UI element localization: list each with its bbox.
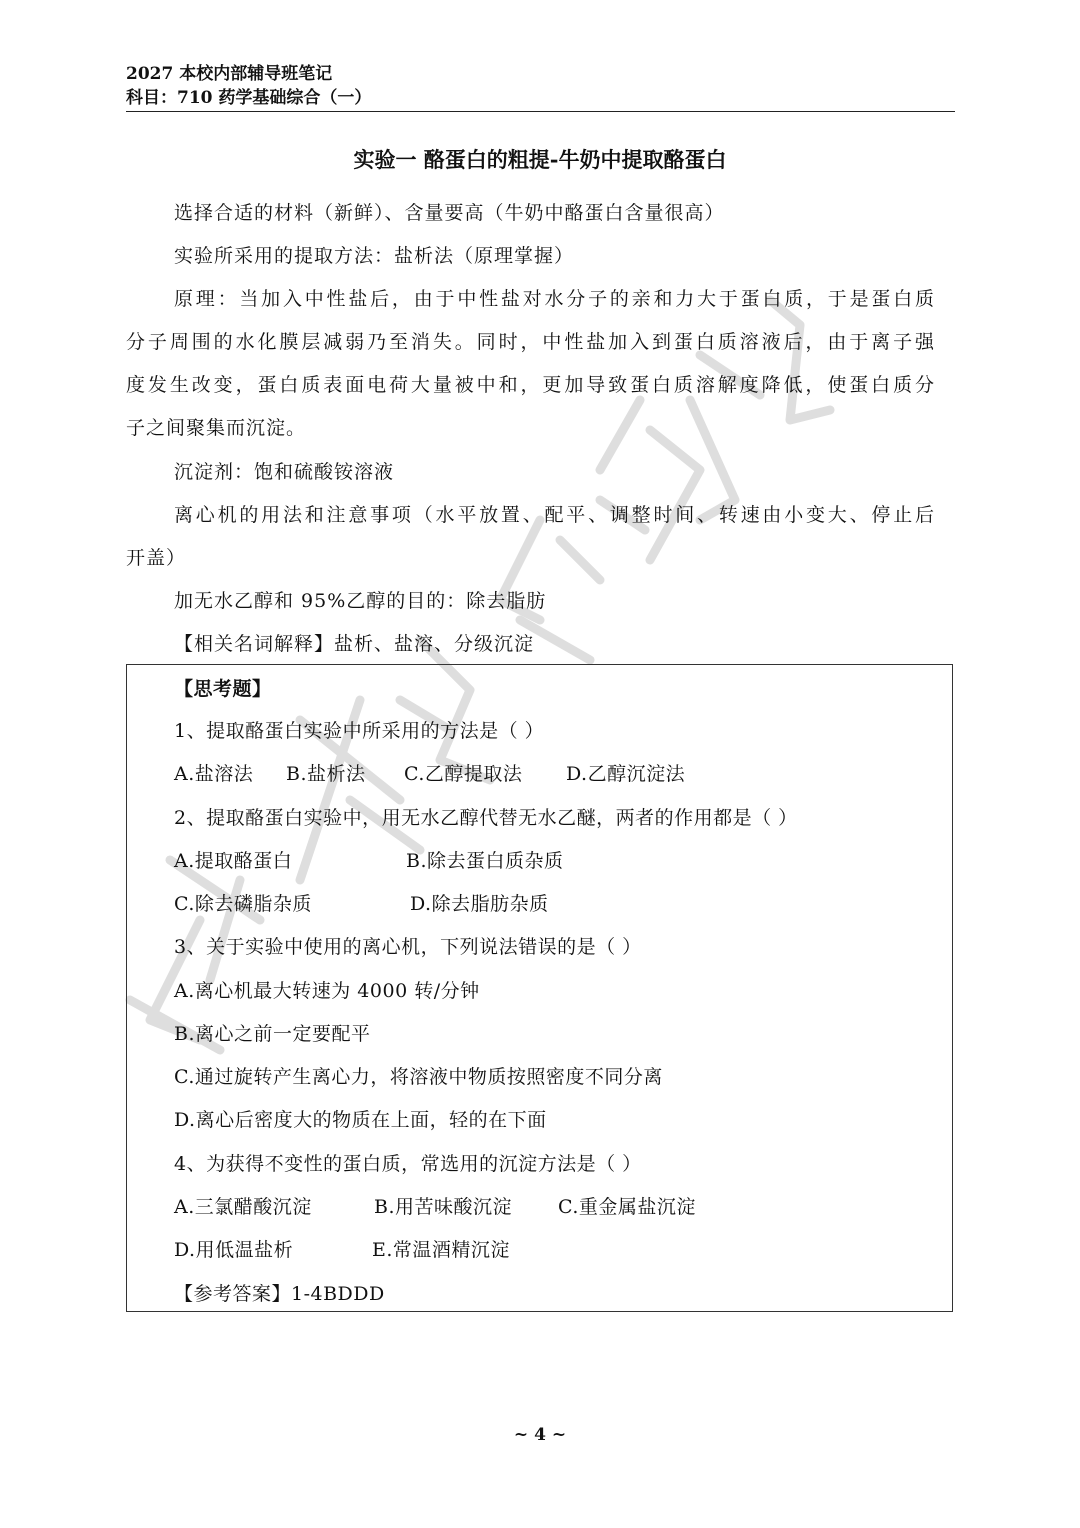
q3-option-d: D.离心后密度大的物质在上面，轻的在下面 bbox=[174, 1109, 547, 1131]
q2-option-c: C.除去磷脂杂质 bbox=[174, 893, 312, 915]
q4-option-a: A.三氯醋酸沉淀 bbox=[174, 1196, 312, 1218]
page-title: 实验一 酪蛋白的粗提-牛奶中提取酪蛋白 bbox=[353, 147, 727, 172]
principle-line-4: 子之间聚集而沉淀。 bbox=[126, 417, 307, 439]
question-1: 1、提取酪蛋白实验中所采用的方法是（ ） bbox=[174, 720, 545, 742]
paragraph-precipitant: 沉淀剂：饱和硫酸铵溶液 bbox=[174, 461, 395, 483]
q1-option-b: B.盐析法 bbox=[286, 763, 366, 785]
header-divider bbox=[126, 111, 955, 112]
paragraph-ethanol: 加无水乙醇和 95%乙醇的目的：除去脂肪 bbox=[174, 590, 547, 612]
q1-option-a: A.盐溶法 bbox=[174, 763, 254, 785]
header-line-2: 科目：710 药学基础综合（一） bbox=[126, 88, 372, 108]
q2-option-a: A.提取酪蛋白 bbox=[174, 850, 293, 872]
document-header bbox=[126, 62, 371, 110]
q3-option-a: A.离心机最大转速为 4000 转/分钟 bbox=[174, 980, 480, 1002]
q4-option-b: B.用苦味酸沉淀 bbox=[374, 1196, 513, 1218]
q3-option-c: C.通过旋转产生离心力，将溶液中物质按照密度不同分离 bbox=[174, 1066, 663, 1088]
principle-line-1: 原理：当加入中性盐后，由于中性盐对水分子的亲和力大于蛋白质，于是蛋白质 bbox=[174, 288, 934, 310]
q1-option-d: D.乙醇沉淀法 bbox=[566, 763, 686, 785]
q1-option-c: C.乙醇提取法 bbox=[404, 763, 523, 785]
principle-line-2: 分子周围的水化膜层减弱乃至消失。同时，中性盐加入到蛋白质溶液后，由于离子强 bbox=[126, 331, 934, 353]
paragraph-method: 实验所采用的提取方法：盐析法（原理掌握） bbox=[174, 245, 575, 267]
q4-option-e: E.常温酒精沉淀 bbox=[372, 1239, 510, 1261]
centrifuge-line-2: 开盖） bbox=[126, 547, 187, 569]
q2-option-d: D.除去脂肪杂质 bbox=[410, 893, 549, 915]
q2-option-b: B.除去蛋白质杂质 bbox=[406, 850, 564, 872]
paragraph-material: 选择合适的材料（新鲜）、含量要高（牛奶中酪蛋白含量很高） bbox=[174, 202, 725, 224]
paragraph-terms: 【相关名词解释】盐析、盐溶、分级沉淀 bbox=[174, 633, 535, 655]
question-4: 4、为获得不变性的蛋白质，常选用的沉淀方法是（ ） bbox=[174, 1153, 642, 1175]
answer-key: 【参考答案】1-4BDDD bbox=[174, 1283, 385, 1305]
header-line-1: 2027 本校内部辅导班笔记 bbox=[126, 64, 333, 84]
question-2: 2、提取酪蛋白实验中，用无水乙醇代替无水乙醚，两者的作用都是（ ） bbox=[174, 807, 798, 829]
questions-heading: 【思考题】 bbox=[174, 678, 272, 700]
q4-option-d: D.用低温盐析 bbox=[174, 1239, 294, 1261]
question-3: 3、关于实验中使用的离心机，下列说法错误的是（ ） bbox=[174, 936, 642, 958]
centrifuge-line-1: 离心机的用法和注意事项（水平放置、配平、调整时间、转速由小变大、停止后 bbox=[174, 504, 934, 526]
q3-option-b: B.离心之前一定要配平 bbox=[174, 1023, 371, 1045]
page-number: ~ 4 ~ bbox=[513, 1425, 567, 1445]
principle-line-3: 度发生改变，蛋白质表面电荷大量被中和，更加导致蛋白质溶解度降低，使蛋白质分 bbox=[126, 374, 934, 396]
q4-option-c: C.重金属盐沉淀 bbox=[558, 1196, 696, 1218]
